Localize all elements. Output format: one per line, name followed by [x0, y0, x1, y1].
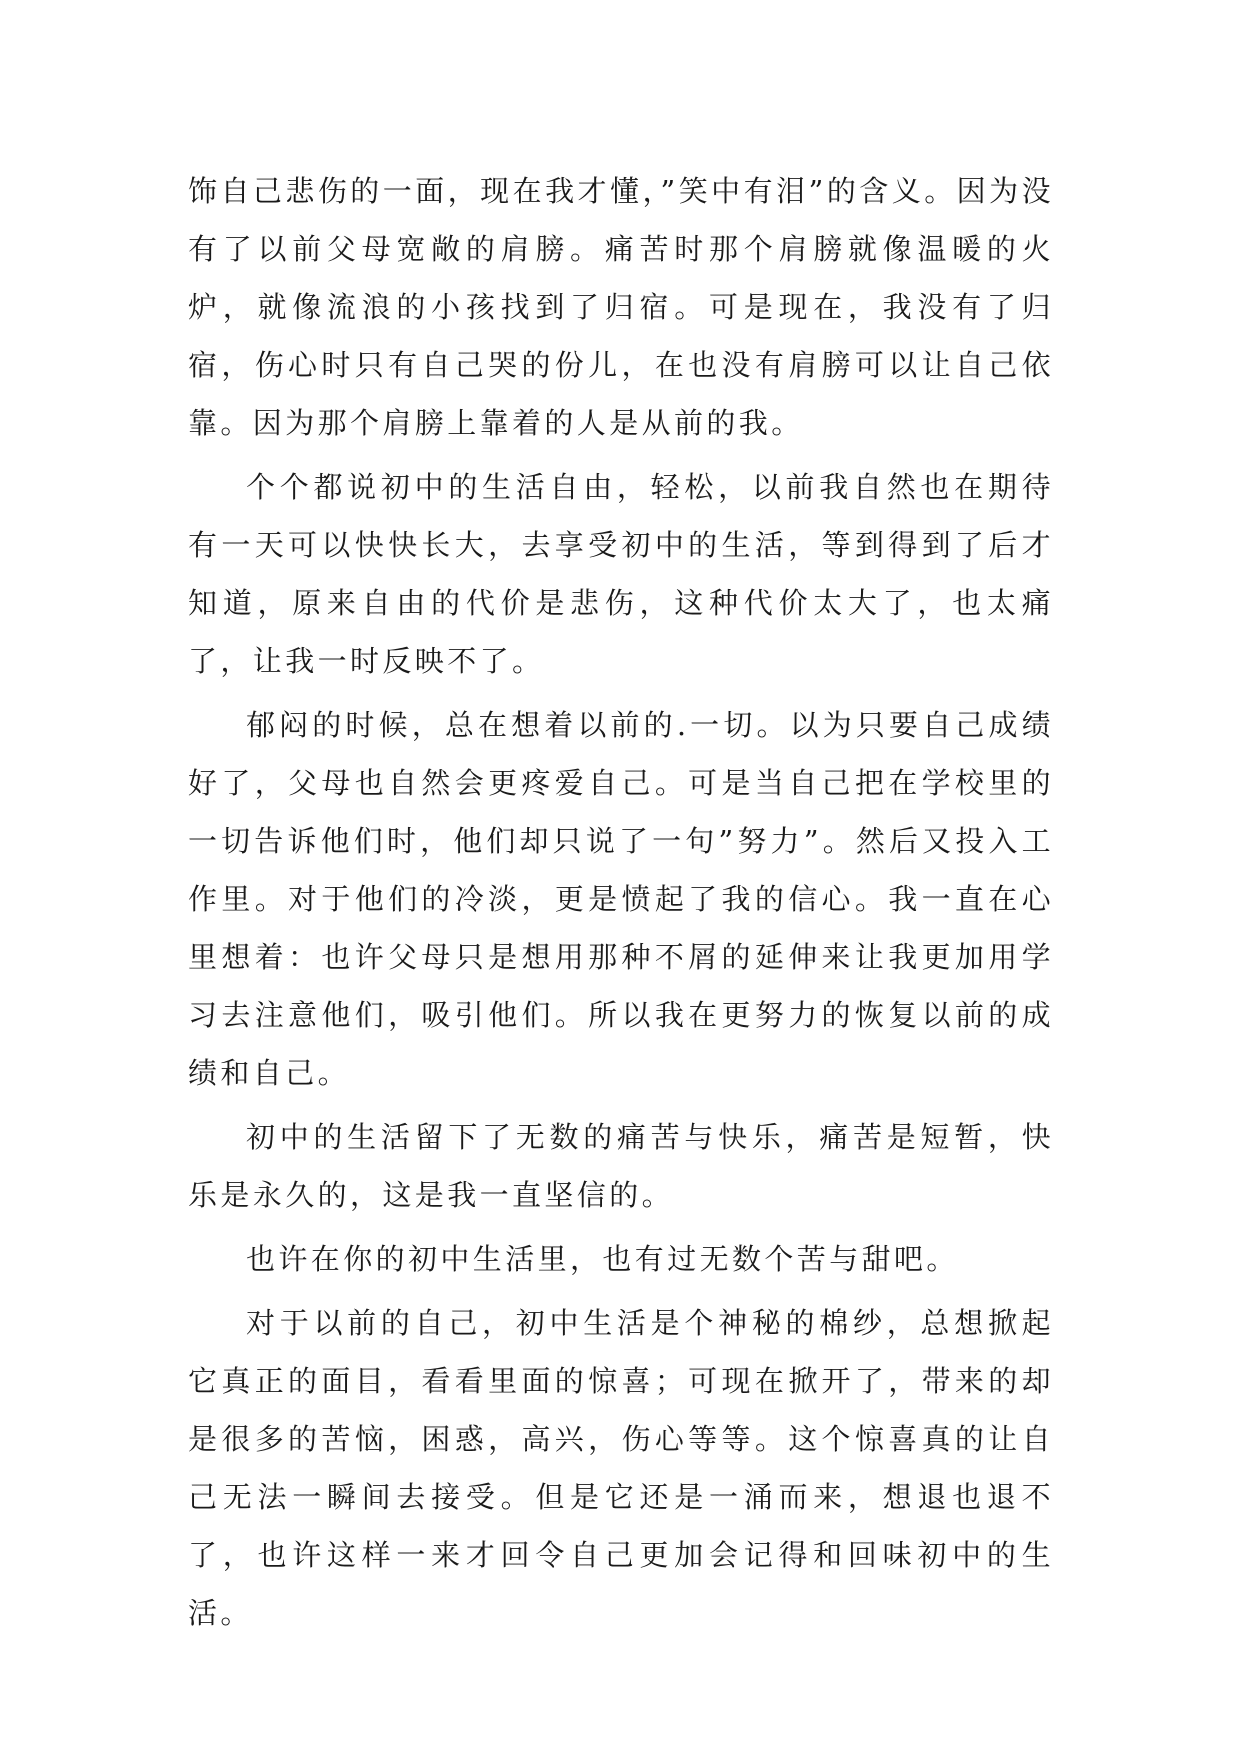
paragraph-3: 郁闷的时候，总在想着以前的.一切。以为只要自己成绩好了，父母也自然会更疼爱自己。可是当自己把在学校里的一切告诉他们时，他们却只说了一句”努力”。然后又投入工作里。对于他们的冷淡，更是愤起了我的信心。我一直在心里想着：也许父母只是想用那种不屑的延伸来让我更加用学习去注意他们，吸引他们。所以我在更努力的恢复以前的成绩和自己。	[188, 708, 1054, 1090]
paragraph-1: 饰自己悲伤的一面，现在我才懂，”笑中有泪”的含义。因为没有了以前父母宽敞的肩膀。痛苦时那个肩膀就像温暖的火炉，就像流浪的小孩找到了归宿。可是现在，我没有了归宿，伤心时只有自己哭的份儿，在也没有肩膀可以让自己依靠。因为那个肩膀上靠着的人是从前的我。	[188, 174, 1054, 440]
document-body	[188, 162, 1054, 1642]
paragraph-6: 对于以前的自己，初中生活是个神秘的棉纱，总想掀起它真正的面目，看看里面的惊喜；可现在掀开了，带来的却是很多的苦恼，困惑，高兴，伤心等等。这个惊喜真的让自己无法一瞬间去接受。但是它还是一涌而来，想退也退不了，也许这样一来才回令自己更加会记得和回味初中的生活。	[188, 1306, 1054, 1630]
paragraph-5: 也许在你的初中生活里，也有过无数个苦与甜吧。	[246, 1242, 959, 1276]
paragraph-4: 初中的生活留下了无数的痛苦与快乐，痛苦是短暂，快乐是永久的，这是我一直坚信的。	[188, 1120, 1054, 1212]
paragraph-2: 个个都说初中的生活自由，轻松，以前我自然也在期待有一天可以快快长大，去享受初中的生活，等到得到了后才知道，原来自由的代价是悲伤，这种代价太大了，也太痛了，让我一时反映不了。	[188, 470, 1054, 678]
